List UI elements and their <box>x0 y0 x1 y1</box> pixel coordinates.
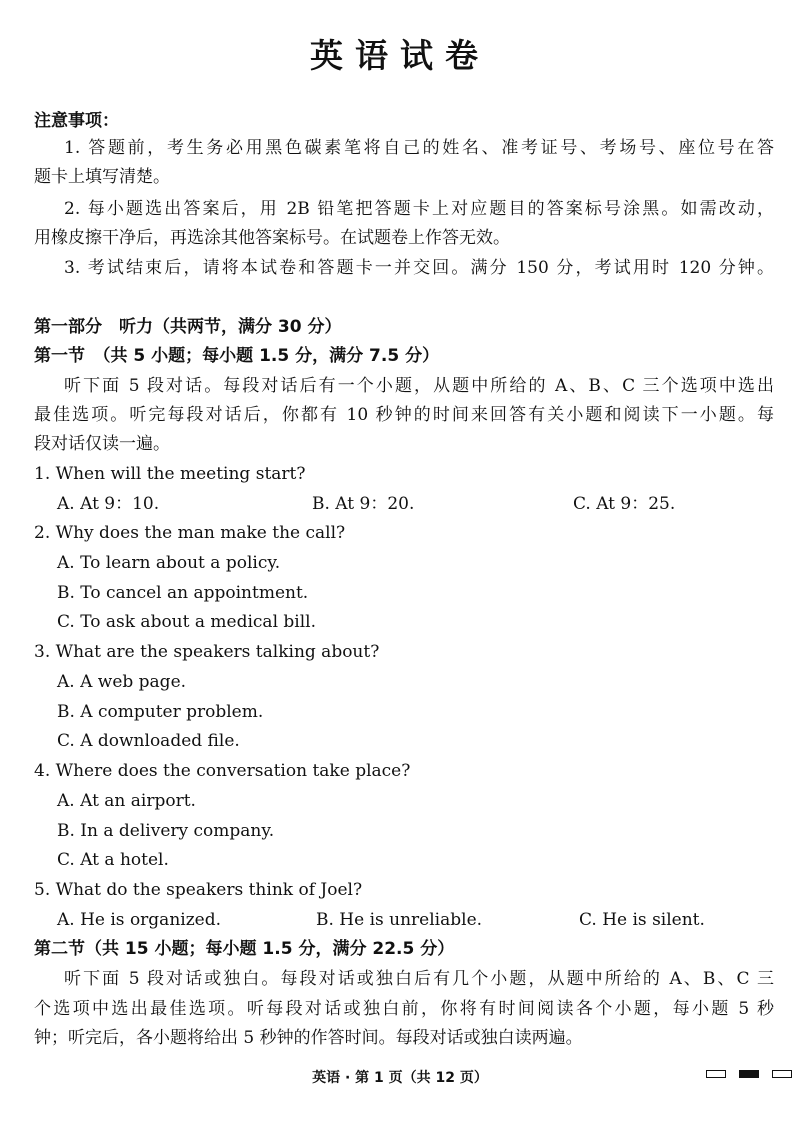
q3-option-b: B. A computer problem. <box>57 702 264 722</box>
page-title: 英语试卷 <box>310 36 490 75</box>
page-footer: 英语 · 第 1 页（共 12 页） <box>312 1070 488 1086</box>
notice-item-1-line-2: 题卡上填写清楚。 <box>34 167 170 187</box>
notice-item-2-line-1: 2. 每小题选出答案后，用 2B 铅笔把答题卡上对应题目的答案标号涂黑。如需改动， <box>64 199 774 219</box>
registration-mark-empty-icon <box>772 1070 792 1078</box>
q5-option-a: A. He is organized. <box>57 910 222 930</box>
q1-option-b: B. At 9：20. <box>312 494 415 514</box>
q2-option-c: C. To ask about a medical bill. <box>57 612 317 632</box>
section2-heading: 第二节（共 15 小题；每小题 1.5 分，满分 22.5 分） <box>34 939 455 959</box>
q5-option-b: B. He is unreliable. <box>316 910 483 930</box>
q4-option-c: C. At a hotel. <box>57 850 169 870</box>
q2-option-b: B. To cancel an appointment. <box>57 583 309 603</box>
registration-mark-filled-icon <box>739 1070 759 1078</box>
q1-option-a: A. At 9：10. <box>57 494 160 514</box>
q4-option-a: A. At an airport. <box>57 791 196 811</box>
notice-item-2-line-2: 用橡皮擦干净后，再选涂其他答案标号。在试题卷上作答无效。 <box>34 228 510 248</box>
section2-instruction-line-3: 钟；听完后，各小题将给出 5 秒钟的作答时间。每段对话或独白读两遍。 <box>34 1028 583 1048</box>
question-1: 1. When will the meeting start? <box>34 464 306 484</box>
question-4: 4. Where does the conversation take place? <box>34 761 411 781</box>
q1-option-c: C. At 9：25. <box>573 494 676 514</box>
question-5: 5. What do the speakers think of Joel? <box>34 880 363 900</box>
notice-item-3-line-1: 3. 考试结束后，请将本试卷和答题卡一并交回。满分 150 分，考试用时 120 分钟。 <box>64 258 774 278</box>
q2-option-a: A. To learn about a policy. <box>57 553 281 573</box>
section1-heading: 第一节 （共 5 小题；每小题 1.5 分，满分 7.5 分） <box>34 346 440 366</box>
section1-instruction-line-3: 段对话仅读一遍。 <box>34 434 170 454</box>
notice-item-1-line-1: 1. 答题前，考生务必用黑色碳素笔将自己的姓名、准考证号、考场号、座位号在答 <box>64 138 774 158</box>
section2-instruction-line-1: 听下面 5 段对话或独白。每段对话或独白后有几个小题，从题中所给的 A、B、C 三 <box>64 969 774 989</box>
section1-instruction-line-2: 最佳选项。听完每段对话后，你都有 10 秒钟的时间来回答有关小题和阅读下一小题。每 <box>34 405 774 425</box>
q5-option-c: C. He is silent. <box>579 910 705 930</box>
q3-option-c: C. A downloaded file. <box>57 731 240 751</box>
section1-instruction-line-1: 听下面 5 段对话。每段对话后有一个小题，从题中所给的 A、B、C 三个选项中选出 <box>64 376 774 396</box>
question-2: 2. Why does the man make the call? <box>34 523 346 543</box>
section2-instruction-line-2: 个选项中选出最佳选项。听每段对话或独白前，你将有时间阅读各个小题，每小题 5 秒 <box>34 999 774 1019</box>
question-3: 3. What are the speakers talking about? <box>34 642 380 662</box>
q3-option-a: A. A web page. <box>57 672 187 692</box>
notice-heading: 注意事项： <box>34 111 119 131</box>
part1-heading: 第一部分 听力（共两节，满分 30 分） <box>34 317 342 337</box>
q4-option-b: B. In a delivery company. <box>57 821 275 841</box>
registration-mark-empty-icon <box>706 1070 726 1078</box>
